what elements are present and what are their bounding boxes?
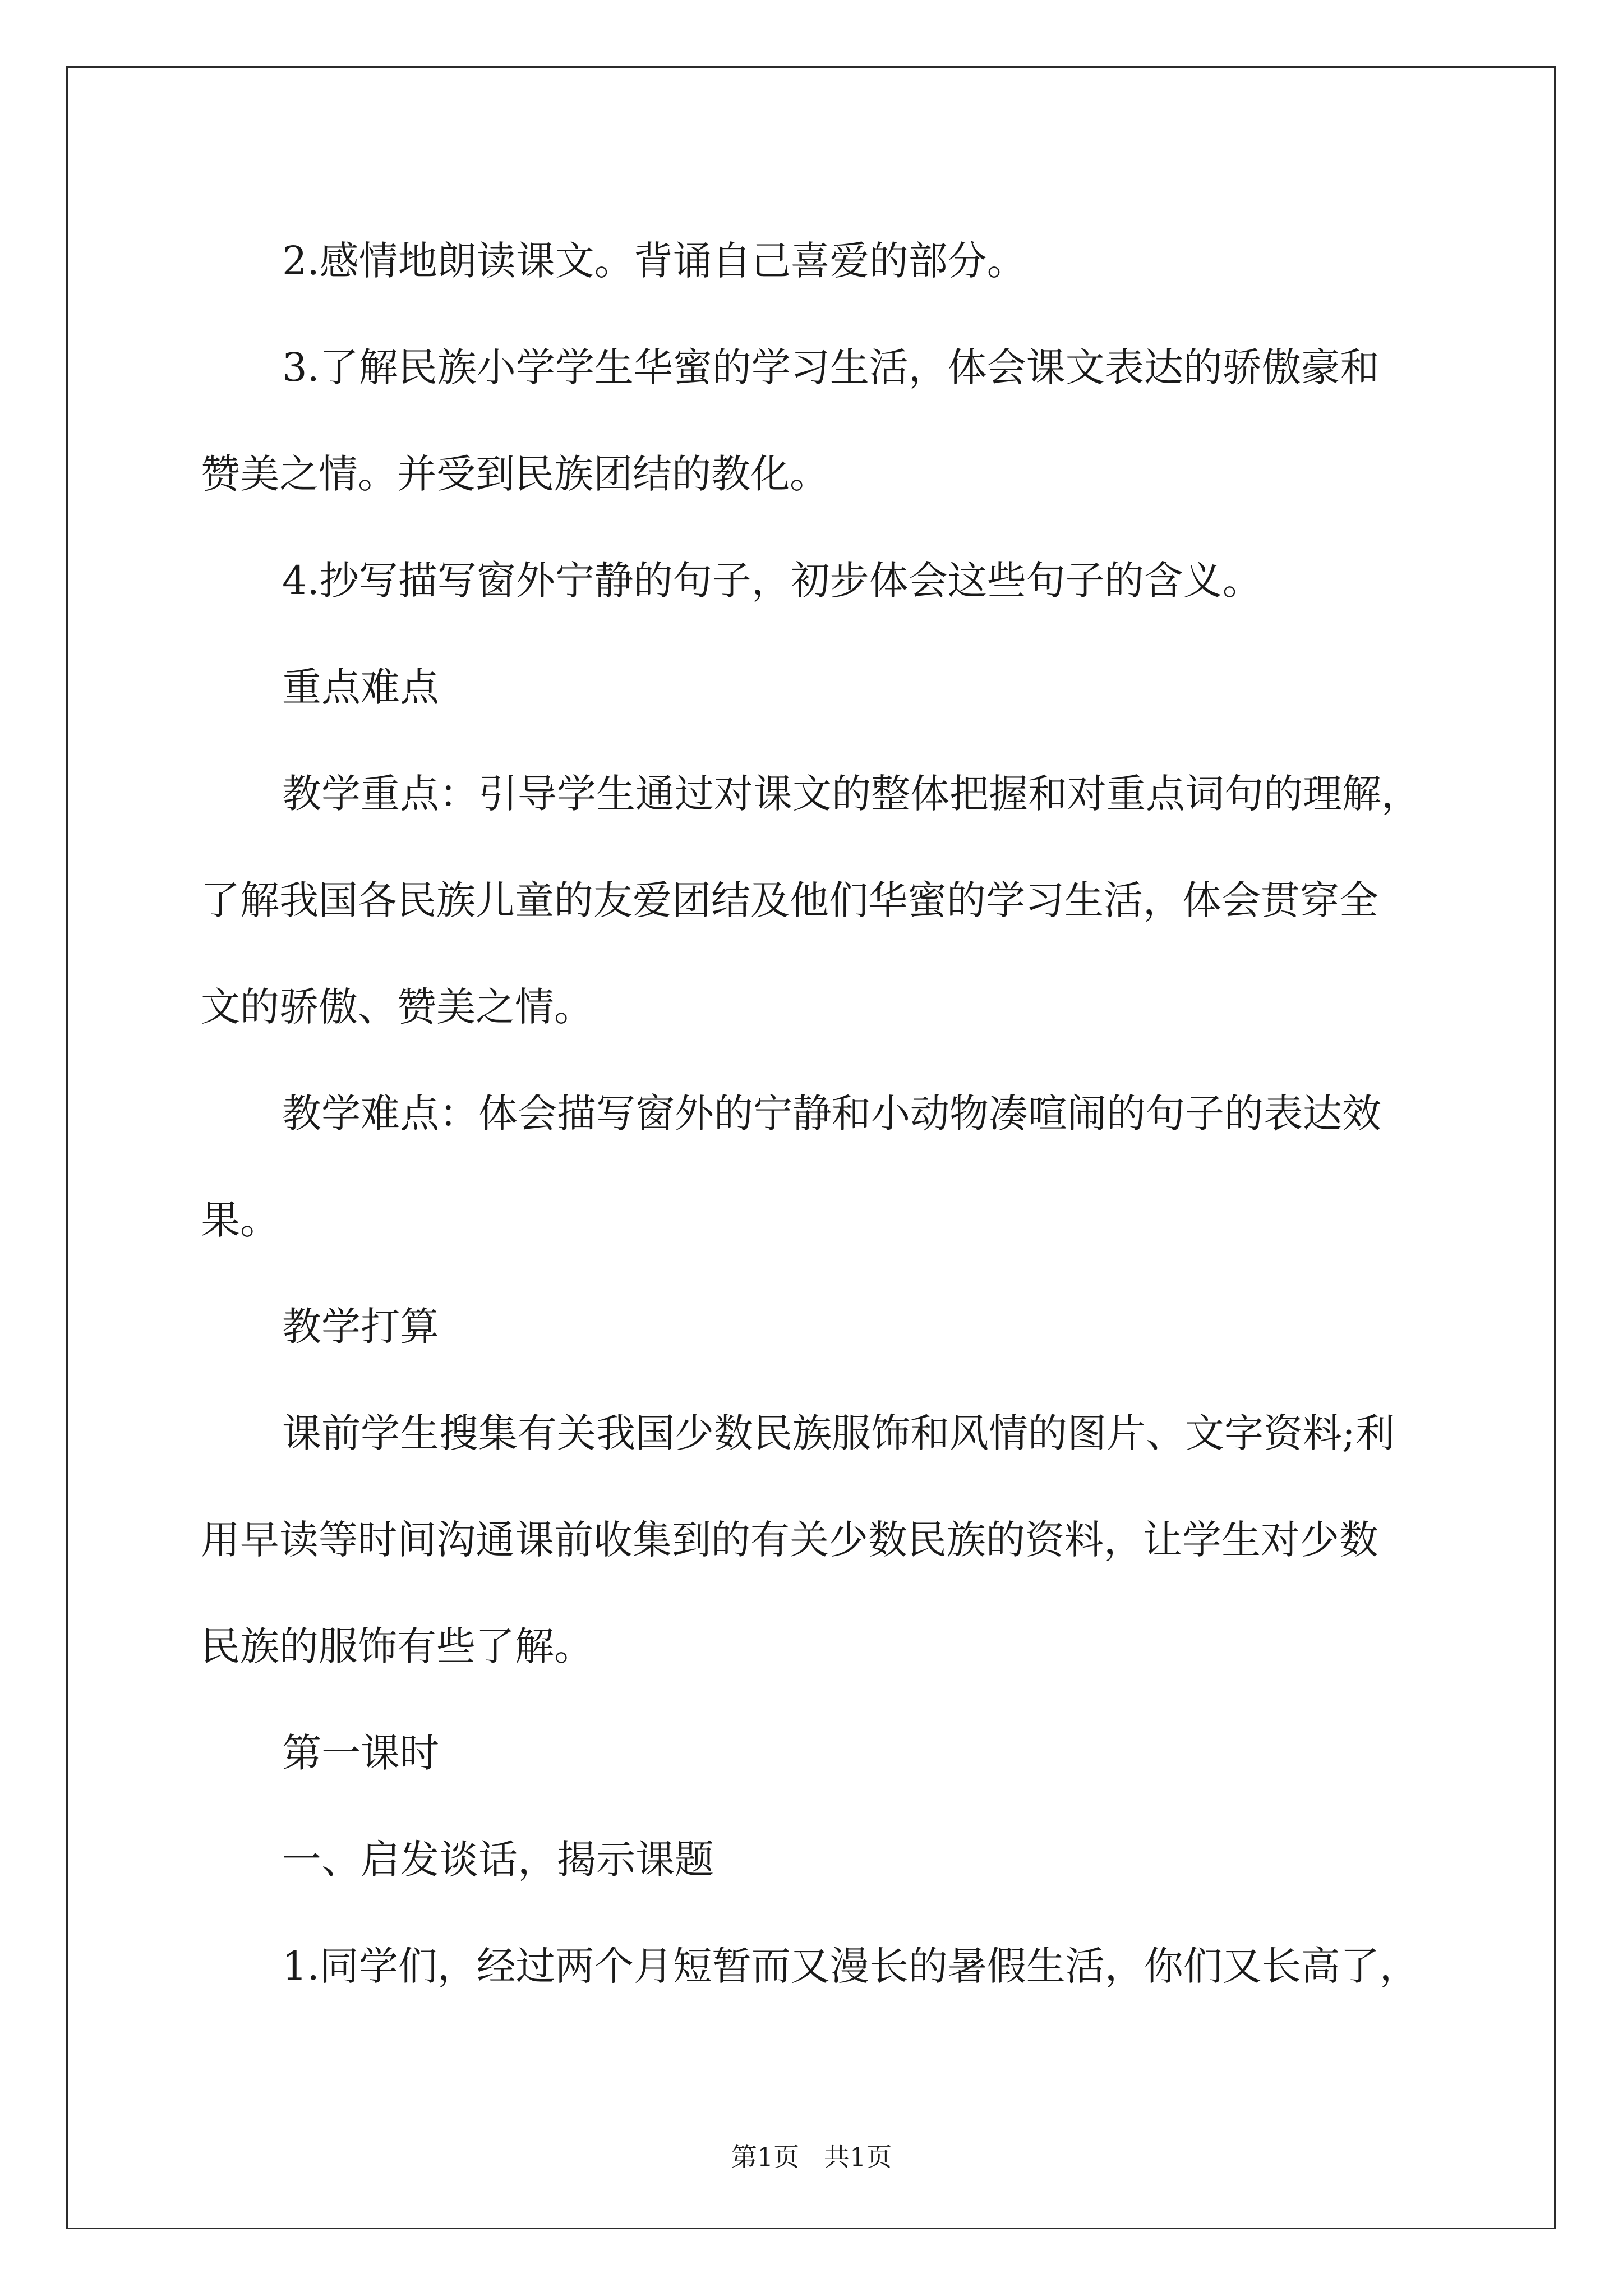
- body-line: 4.抄写描写窗外宁静的句子，初步体会这些句子的含义。: [282, 558, 1262, 604]
- body-line: 文的骄傲、赞美之情。: [201, 984, 593, 1030]
- body-line: 2.感情地朗读课文。背诵自己喜爱的部分。: [282, 238, 1026, 284]
- body-line: 民族的服饰有些了解。: [201, 1623, 593, 1669]
- body-line: 教学难点：体会描写窗外的宁静和小动物凑喧闹的句子的表达效: [282, 1091, 1381, 1137]
- body-line: 1.同学们，经过两个月短暂而又漫长的暑假生活，你们又长高了，: [282, 1943, 1419, 1989]
- body-line: 3.了解民族小学学生华蜜的学习生活，体会课文表达的骄傲豪和: [282, 344, 1380, 390]
- page-total: 共1页: [824, 2142, 892, 2172]
- section-heading: 教学打算: [282, 1304, 439, 1350]
- body-line: 用早读等时间沟通课前收集到的有关少数民族的资料，让学生对少数: [201, 1517, 1378, 1563]
- body-line: 课前学生搜集有关我国少数民族服饰和风情的图片、文字资料;利: [282, 1410, 1395, 1456]
- body-line: 赞美之情。并受到民族团结的教化。: [201, 451, 829, 497]
- section-heading: 第一课时: [282, 1730, 439, 1776]
- body-line: 教学重点：引导学生通过对课文的整体把握和对重点词句的理解，: [282, 771, 1421, 817]
- document-body: [201, 208, 1435, 2019]
- page-footer: [0, 2140, 1623, 2174]
- section-heading: 一、启发谈话，揭示课题: [282, 1837, 714, 1883]
- page-number: 第1页: [731, 2142, 799, 2172]
- section-heading: 重点难点: [282, 664, 439, 710]
- body-line: 了解我国各民族儿童的友爱团结及他们华蜜的学习生活，体会贯穿全: [201, 877, 1378, 923]
- body-line: 果。: [201, 1197, 279, 1243]
